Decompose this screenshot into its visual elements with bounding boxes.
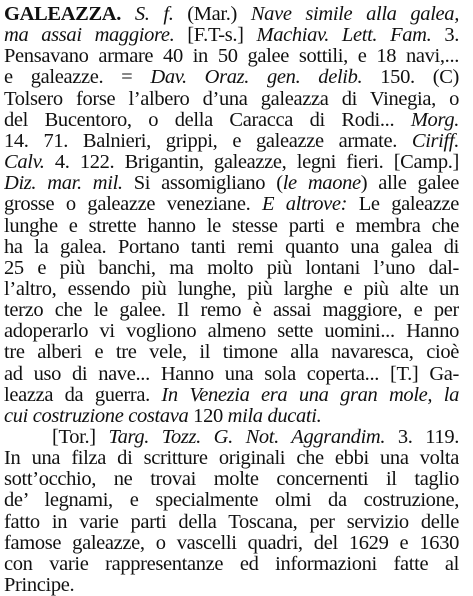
text-line <box>4 385 459 406</box>
text-run: ad uso di nave... Hanno una sola coperta... [T.] Ga- <box>4 363 459 385</box>
text-run: Si assomigliano ( <box>122 173 283 195</box>
text-run: del Bucentoro, o della Caracca di Rodi... <box>4 109 411 131</box>
text-line <box>4 46 459 67</box>
text-run: Tolsero forse l’albero d’una galeazza di Vinegia, o <box>4 88 459 110</box>
text-run: fatto in varie parti della Toscana, per servizio delle <box>4 511 459 533</box>
text-line <box>4 533 459 554</box>
italic-text: Machiav. Lett. Fam. <box>256 25 432 47</box>
text-run: (Mar.) <box>173 4 251 25</box>
text-line <box>4 110 459 131</box>
italic-text: cui costruzione costava <box>4 405 189 427</box>
text-run: 25 e più banchi, ma molto più lontani l’uno dal- <box>4 257 459 279</box>
text-line <box>4 300 459 321</box>
text-line <box>4 490 459 511</box>
text-run: adoperarlo vi vogliono almeno sette uomini... Hanno <box>4 321 459 343</box>
text-line <box>4 406 459 427</box>
text-line <box>4 237 459 258</box>
text-line <box>52 427 459 448</box>
text-run: 4. 122. Brigantin, galeazze, legni fieri. [Camp.] <box>44 152 459 173</box>
text-line <box>4 342 459 363</box>
text-run: terzo che le galee. Il remo è assai maggiore, e per <box>4 300 459 322</box>
text-line <box>4 321 459 342</box>
text-run: Pensavano armare 40 in 50 galee sottili, e 18 navi,... <box>4 46 459 68</box>
text-run: 3. 119. <box>385 427 459 448</box>
text-line <box>4 448 459 469</box>
text-run: 14. 71. Balnieri, grippi, e galeazze armate. <box>4 130 412 152</box>
text-line <box>4 575 459 596</box>
text-run: de’ legnami, e specialmente olmi da costruzione, <box>4 490 459 512</box>
text-line <box>4 279 459 300</box>
text-run <box>121 4 135 25</box>
italic-text: Diz. mar. mil. <box>4 173 123 195</box>
text-line <box>4 469 459 490</box>
text-run: lunghe e strette hanno le stesse parti e membra che <box>4 215 459 237</box>
italic-text: le maone <box>282 173 361 195</box>
italic-text: ma assai maggiore. <box>4 25 175 47</box>
text-line <box>4 364 459 385</box>
italic-text: E altrove: <box>261 194 348 216</box>
text-line <box>4 173 459 194</box>
text-run: ha la galea. Portano tanti remi quanto una galea di <box>4 236 459 258</box>
text-line <box>4 67 459 88</box>
text-line <box>4 512 459 533</box>
text-line <box>4 194 459 215</box>
text-line <box>4 89 459 110</box>
italic-text: mila ducati. <box>227 405 322 427</box>
text-run: 3. <box>431 25 459 47</box>
italic-text: S. f. <box>134 4 174 25</box>
italic-text: Targ. Tozz. G. Not. Aggrandim. <box>108 427 386 448</box>
text-run: famose galeazze, o vascelli quadri, del 1629 e 1630 <box>4 532 459 554</box>
text-run: 150. (C) <box>362 67 459 89</box>
italic-text: Morg. <box>410 109 459 131</box>
text-run: In una filza di scritture originali che ebbi una volta <box>4 448 459 470</box>
text-run: 120 <box>188 405 228 427</box>
text-run: [F.T-s.] <box>174 25 257 47</box>
text-line <box>4 131 459 152</box>
italic-text: Dav. Oraz. gen. delib. <box>150 67 363 89</box>
text-run: l’altro, essendo più lunghe, più larghe e più alte un <box>4 278 459 300</box>
text-line <box>4 152 459 173</box>
text-line <box>4 554 459 575</box>
text-run: ) alle galee <box>360 173 459 195</box>
text-line <box>4 216 459 237</box>
text-line <box>4 258 459 279</box>
text-run: [Tor.] <box>52 427 109 448</box>
italic-text: Ciriff. <box>411 130 459 152</box>
italic-text: Calv. <box>4 152 45 173</box>
text-run: con varie rappresentanze ed informazioni fatte al <box>4 553 459 575</box>
text-run: tre alberi e tre vele, il timone alla navaresca, cioè <box>4 342 459 364</box>
text-line <box>4 4 459 25</box>
italic-text: Nave simile alla galea, <box>250 4 459 25</box>
text-run: Principe. <box>4 575 75 596</box>
text-run: leazza da guerra. <box>4 384 162 406</box>
text-line <box>4 25 459 46</box>
text-run: sott’occhio, ne trovai molte concernenti il taglio <box>4 469 459 491</box>
text-run: Le galeazze <box>347 194 459 216</box>
text-run: e galeazze. = <box>4 67 151 89</box>
italic-text: In Venezia era una gran mole, la <box>161 384 459 406</box>
headword: GALEAZZA. <box>4 4 122 25</box>
text-run: grosse o galeazze veneziane. <box>4 194 262 216</box>
